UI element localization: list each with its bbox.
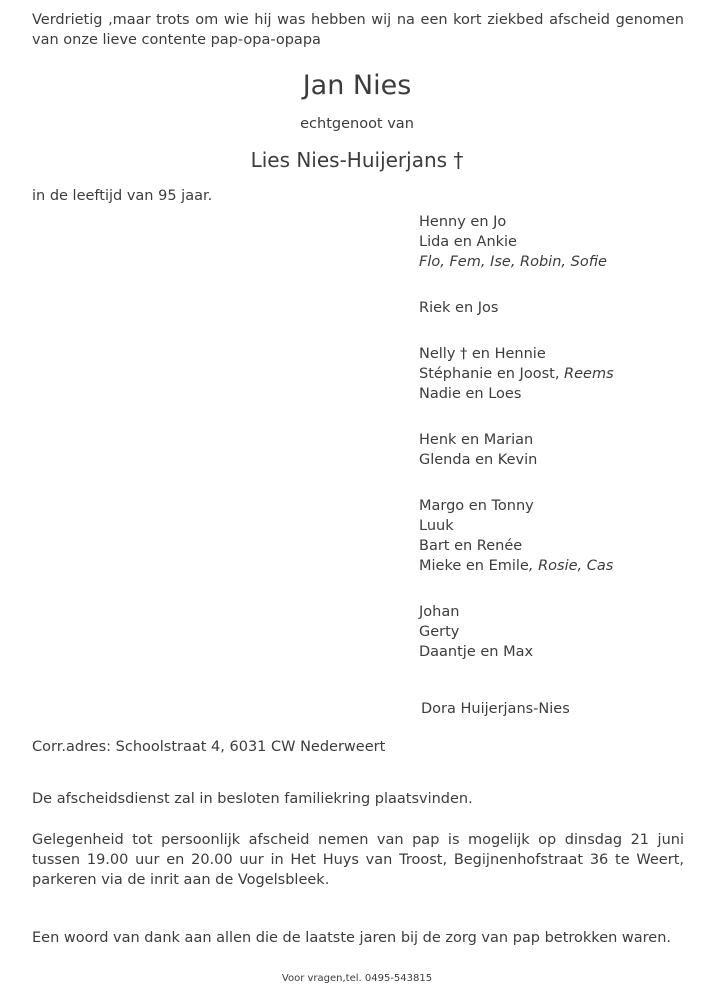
family-line-text: Luuk	[419, 518, 454, 534]
family-line	[419, 298, 709, 318]
family-line-text: Mieke en Emile	[419, 558, 529, 574]
family-line	[419, 536, 709, 556]
family-group	[419, 602, 709, 662]
family-line	[419, 622, 709, 642]
family-line	[419, 232, 709, 252]
spouse-name: Lies Nies-Huijerjans †	[250, 148, 464, 172]
family-line-text: Margo en Tonny	[419, 498, 534, 514]
family-line-text: Nadie en Loes	[419, 386, 522, 402]
spouse-label: echtgenoot van	[300, 116, 414, 132]
grandchildren-names: , Rosie, Cas	[528, 558, 614, 574]
family-line-text: Lida en Ankie	[419, 234, 517, 250]
family-line-text: Nelly † en Hennie	[419, 346, 546, 362]
family-group	[419, 212, 709, 272]
family-line-text: Bart en Renée	[419, 538, 523, 554]
family-list	[419, 212, 709, 688]
family-line-text: Henny en Jo	[419, 214, 507, 230]
age-line: in de leeftijd van 95 jaar.	[32, 188, 213, 204]
family-line	[419, 516, 709, 536]
grandchildren-names: Flo, Fem, Ise, Robin, Sofie	[419, 254, 607, 270]
family-line	[419, 384, 709, 404]
visitation-notice: Gelegenheid tot persoonlijk afscheid nemen van pap is mogelijk op dinsdag 21 juni tussen 19.00 uur en 20.00 uur in Het Huys van Troost, Begijnenhofstraat 36 te Weert, parkeren via de inrit aan de Vogelsbleek.	[32, 832, 684, 888]
family-line	[419, 450, 709, 470]
sister-name: Dora Huijerjans-Nies	[421, 701, 570, 717]
grandchildren-names: Reems	[564, 366, 614, 382]
family-line	[419, 496, 709, 516]
family-group	[419, 344, 709, 404]
family-line-text: Johan	[419, 604, 460, 620]
deceased-name: Jan Nies	[302, 70, 412, 101]
intro-text: Verdrietig ,maar trots om wie hij was hebben wij na een kort ziekbed afscheid genomen van onze lieve contente pap-opa-opapa	[32, 12, 684, 48]
family-group	[419, 298, 709, 318]
family-line	[419, 642, 709, 662]
thanks-note: Een woord van dank aan allen die de laatste jaren bij de zorg van pap betrokken waren.	[32, 930, 672, 946]
correspondence-address: Corr.adres: Schoolstraat 4, 6031 CW Nederweert	[32, 739, 386, 755]
family-line	[419, 556, 709, 576]
family-line-text: Glenda en Kevin	[419, 452, 538, 468]
family-line	[419, 212, 709, 232]
family-line-text: Stéphanie en Joost,	[419, 366, 565, 382]
family-line	[419, 602, 709, 622]
family-line-text: Henk en Marian	[419, 432, 534, 448]
footer-contact: Voor vragen,tel. 0495-543815	[281, 973, 433, 984]
family-group	[419, 496, 709, 576]
family-line-text: Riek en Jos	[419, 300, 499, 316]
family-line-text: Daantje en Max	[419, 644, 534, 660]
family-line	[419, 430, 709, 450]
family-line	[419, 364, 709, 384]
service-notice: De afscheidsdienst zal in besloten familiekring plaatsvinden.	[32, 791, 473, 807]
family-group	[419, 430, 709, 470]
family-line	[419, 344, 709, 364]
family-line-text: Gerty	[419, 624, 460, 640]
family-line	[419, 252, 709, 272]
